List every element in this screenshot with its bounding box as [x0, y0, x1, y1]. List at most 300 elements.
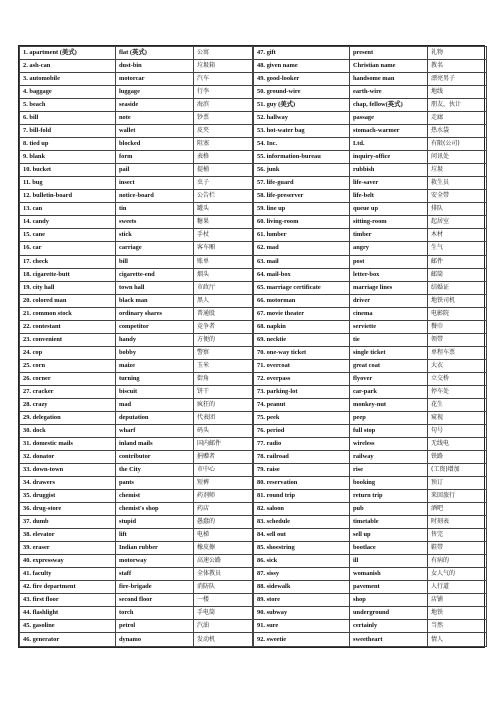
chinese-meaning-cell: 发动机 [194, 633, 253, 647]
british-term-cell: bill [116, 255, 194, 268]
american-term-cell: 42. fire department [20, 581, 116, 594]
table-row [254, 581, 487, 594]
british-term-cell: stick [116, 229, 194, 242]
american-term-cell: 62. mad [254, 242, 350, 255]
british-term-cell: Indian rubber [116, 542, 194, 555]
chinese-meaning-cell: 钞票 [194, 112, 253, 125]
table-row [20, 333, 253, 346]
chinese-meaning-cell: 一楼 [194, 594, 253, 607]
chinese-meaning-cell: 汽车 [194, 73, 253, 86]
british-term-cell: dynamo [116, 633, 194, 647]
chinese-meaning-cell: 结婚证 [428, 281, 487, 294]
british-term-cell: pail [116, 164, 194, 177]
table-row [20, 60, 253, 73]
table-row [254, 86, 487, 99]
british-term-cell: seaside [116, 99, 194, 112]
chinese-meaning-cell: 市政厅 [194, 281, 253, 294]
american-term-cell: 39. eraser [20, 542, 116, 555]
table-row [20, 112, 253, 125]
british-term-cell: return trip [350, 490, 428, 503]
british-term-cell: tin [116, 203, 194, 216]
table-row [254, 138, 487, 151]
table-row [20, 307, 253, 320]
british-term-cell: pants [116, 477, 194, 490]
chinese-meaning-cell: 有限(公司) [428, 138, 487, 151]
american-term-cell: 53. hot-water bag [254, 125, 350, 138]
british-term-cell: insect [116, 177, 194, 190]
chinese-meaning-cell: 当然 [428, 620, 487, 633]
american-term-cell: 20. colored man [20, 294, 116, 307]
british-term-cell: luggage [116, 86, 194, 99]
chinese-meaning-cell: 电影院 [428, 307, 487, 320]
table-row [254, 73, 487, 86]
chinese-meaning-cell: 店铺 [428, 594, 487, 607]
american-term-cell: 80. reservation [254, 477, 350, 490]
british-term-cell: maize [116, 359, 194, 372]
table-row [20, 320, 253, 333]
american-term-cell: 13. can [20, 203, 116, 216]
british-term-cell: competitor [116, 320, 194, 333]
table-row [20, 398, 253, 411]
table-row [20, 516, 253, 529]
table-row [20, 542, 253, 555]
chinese-meaning-cell: 黑人 [194, 294, 253, 307]
british-term-cell: certainly [350, 620, 428, 633]
chinese-meaning-cell: 阻塞 [194, 138, 253, 151]
chinese-meaning-cell: 来回旅行 [428, 490, 487, 503]
british-term-cell: stupid [116, 516, 194, 529]
american-term-cell: 14. candy [20, 216, 116, 229]
american-term-cell: 89. store [254, 594, 350, 607]
british-term-cell: shop [350, 594, 428, 607]
chinese-meaning-cell: 码头 [194, 424, 253, 437]
table-row [254, 607, 487, 620]
chinese-meaning-cell: 街角 [194, 372, 253, 385]
chinese-meaning-cell: 方便的 [194, 333, 253, 346]
american-term-cell: 87. sissy [254, 568, 350, 581]
american-term-cell: 47. gift [254, 47, 350, 60]
british-term-cell: timber [350, 229, 428, 242]
table-row [254, 477, 487, 490]
british-term-cell: rise [350, 464, 428, 477]
table-row [254, 268, 487, 281]
american-term-cell: 17. check [20, 255, 116, 268]
chinese-meaning-cell: 国内邮件 [194, 437, 253, 450]
american-term-cell: 8. tied up [20, 138, 116, 151]
chinese-meaning-cell: 热水袋 [428, 125, 487, 138]
british-term-cell: wharf [116, 424, 194, 437]
chinese-meaning-cell: 橡皮擦 [194, 542, 253, 555]
american-term-cell: 65. marriage certificate [254, 281, 350, 294]
table-row [254, 255, 487, 268]
british-term-cell: rubbish [350, 164, 428, 177]
american-term-cell: 92. sweetie [254, 633, 350, 647]
table-row [254, 372, 487, 385]
american-term-cell: 58. life-preserver [254, 190, 350, 203]
table-row [254, 294, 487, 307]
british-term-cell: second floor [116, 594, 194, 607]
chinese-meaning-cell: (工资)增加 [428, 464, 487, 477]
chinese-meaning-cell: 手电筒 [194, 607, 253, 620]
chinese-meaning-cell: 药剂师 [194, 490, 253, 503]
british-term-cell: dust-bin [116, 60, 194, 73]
british-term-cell: pub [350, 503, 428, 516]
american-term-cell: 33. down-town [20, 464, 116, 477]
british-term-cell: note [116, 112, 194, 125]
american-term-cell: 36. drug-store [20, 503, 116, 516]
british-term-cell: inquiry-office [350, 151, 428, 164]
chinese-meaning-cell: 花生 [428, 398, 487, 411]
table-row [20, 620, 253, 633]
british-term-cell: passage [350, 112, 428, 125]
british-term-cell: biscuit [116, 385, 194, 398]
table-row [254, 555, 487, 568]
british-term-cell: peep [350, 411, 428, 424]
chinese-meaning-cell: 药店 [194, 503, 253, 516]
american-term-cell: 37. dumb [20, 516, 116, 529]
chinese-meaning-cell: 生气 [428, 242, 487, 255]
table-row [254, 633, 487, 647]
british-term-cell: queue up [350, 203, 428, 216]
chinese-meaning-cell: 海滨 [194, 99, 253, 112]
table-row [20, 73, 253, 86]
british-term-cell: the City [116, 464, 194, 477]
british-term-cell: handy [116, 333, 194, 346]
british-term-cell: flat (英式) [116, 47, 194, 60]
chinese-meaning-cell: 罐头 [194, 203, 253, 216]
chinese-meaning-cell: 走廊 [428, 112, 487, 125]
table-row [254, 503, 487, 516]
british-term-cell: underground [350, 607, 428, 620]
british-term-cell: sweetheart [350, 633, 428, 647]
chinese-meaning-cell: 安全带 [428, 190, 487, 203]
table-row [20, 555, 253, 568]
american-term-cell: 23. convenient [20, 333, 116, 346]
table-row [20, 385, 253, 398]
chinese-meaning-cell: 朋友，伙计 [428, 99, 487, 112]
table-row [254, 47, 487, 60]
chinese-meaning-cell: 普通股 [194, 307, 253, 320]
vocab-table-right-body [254, 47, 487, 647]
table-row [20, 437, 253, 450]
chinese-meaning-cell: 竞争者 [194, 320, 253, 333]
chinese-meaning-cell: 木材 [428, 229, 487, 242]
british-term-cell: chap, fellow(英式) [350, 99, 428, 112]
british-term-cell: blocked [116, 138, 194, 151]
british-term-cell: life-belt [350, 190, 428, 203]
british-term-cell: contributor [116, 450, 194, 463]
american-term-cell: 91. sure [254, 620, 350, 633]
chinese-meaning-cell: 糖果 [194, 216, 253, 229]
british-term-cell: ordinary shares [116, 307, 194, 320]
american-term-cell: 88. sidewalk [254, 581, 350, 594]
american-term-cell: 15. cane [20, 229, 116, 242]
british-term-cell: timetable [350, 516, 428, 529]
american-term-cell: 40. expressway [20, 555, 116, 568]
british-term-cell: handsome man [350, 73, 428, 86]
chinese-meaning-cell: 烟头 [194, 268, 253, 281]
american-term-cell: 18. cigarette-butt [20, 268, 116, 281]
table-row [20, 529, 253, 542]
chinese-meaning-cell: 邮件 [428, 255, 487, 268]
american-term-cell: 49. good-looker [254, 73, 350, 86]
chinese-meaning-cell: 排队 [428, 203, 487, 216]
american-term-cell: 27. cracker [20, 385, 116, 398]
chinese-meaning-cell: 代表团 [194, 411, 253, 424]
table-row [254, 542, 487, 555]
american-term-cell: 54. Inc. [254, 138, 350, 151]
american-term-cell: 10. bucket [20, 164, 116, 177]
american-term-cell: 50. ground-wire [254, 86, 350, 99]
american-term-cell: 82. saloon [254, 503, 350, 516]
american-term-cell: 70. one-way ticket [254, 346, 350, 359]
british-term-cell: womanish [350, 568, 428, 581]
chinese-meaning-cell: 窥视 [428, 411, 487, 424]
table-row [20, 86, 253, 99]
chinese-meaning-cell: 女人气的 [428, 568, 487, 581]
british-term-cell: chemist's shop [116, 503, 194, 516]
american-term-cell: 67. movie theater [254, 307, 350, 320]
chinese-meaning-cell: 皮夹 [194, 125, 253, 138]
chinese-meaning-cell: 地铁司机 [428, 294, 487, 307]
table-row [20, 125, 253, 138]
american-term-cell: 16. car [20, 242, 116, 255]
british-term-cell: life-saver [350, 177, 428, 190]
british-term-cell: driver [350, 294, 428, 307]
british-term-cell: Ltd. [350, 138, 428, 151]
american-term-cell: 73. parking-lot [254, 385, 350, 398]
american-term-cell: 90. subway [254, 607, 350, 620]
chinese-meaning-cell: 捐赠者 [194, 450, 253, 463]
chinese-meaning-cell: 无线电 [428, 437, 487, 450]
british-term-cell: motorcar [116, 73, 194, 86]
american-term-cell: 11. bug [20, 177, 116, 190]
american-term-cell: 38. elevator [20, 529, 116, 542]
british-term-cell: monkey-nut [350, 398, 428, 411]
american-term-cell: 28. crazy [20, 398, 116, 411]
table-row [20, 359, 253, 372]
british-term-cell: lift [116, 529, 194, 542]
british-term-cell: Christian name [350, 60, 428, 73]
table-row [20, 594, 253, 607]
chinese-meaning-cell: 公告栏 [194, 190, 253, 203]
british-term-cell: great coat [350, 359, 428, 372]
table-row [254, 450, 487, 463]
american-term-cell: 57. life-guard [254, 177, 350, 190]
british-term-cell: cigarette-end [116, 268, 194, 281]
table-row [20, 424, 253, 437]
table-row [20, 151, 253, 164]
table-row [254, 411, 487, 424]
table-row [20, 229, 253, 242]
american-term-cell: 79. raise [254, 464, 350, 477]
chinese-meaning-cell: 售完 [428, 529, 487, 542]
british-term-cell: sell up [350, 529, 428, 542]
table-row [254, 516, 487, 529]
chinese-meaning-cell: 邮筒 [428, 268, 487, 281]
chinese-meaning-cell: 玉米 [194, 359, 253, 372]
british-term-cell: angry [350, 242, 428, 255]
chinese-meaning-cell: 餐巾 [428, 320, 487, 333]
british-term-cell: chemist [116, 490, 194, 503]
british-term-cell: torch [116, 607, 194, 620]
british-term-cell: earth-wire [350, 86, 428, 99]
table-row [254, 620, 487, 633]
table-row [254, 60, 487, 73]
american-term-cell: 19. city hall [20, 281, 116, 294]
american-term-cell: 64. mail-box [254, 268, 350, 281]
british-term-cell: pavement [350, 581, 428, 594]
american-term-cell: 26. corner [20, 372, 116, 385]
table-row [20, 503, 253, 516]
vocab-table-left-body [20, 47, 253, 647]
american-term-cell: 56. junk [254, 164, 350, 177]
table-row [254, 385, 487, 398]
table-row [20, 47, 253, 60]
table-row [20, 164, 253, 177]
british-term-cell: flyover [350, 372, 428, 385]
american-term-cell: 34. drawers [20, 477, 116, 490]
chinese-meaning-cell: 公寓 [194, 47, 253, 60]
chinese-meaning-cell: 立交桥 [428, 372, 487, 385]
american-term-cell: 60. living-room [254, 216, 350, 229]
table-row [254, 490, 487, 503]
american-term-cell: 31. domestic mails [20, 437, 116, 450]
chinese-meaning-cell: 鞋带 [428, 542, 487, 555]
american-term-cell: 6. bill [20, 112, 116, 125]
american-term-cell: 81. round trip [254, 490, 350, 503]
table-row [254, 594, 487, 607]
table-row [254, 346, 487, 359]
american-term-cell: 77. radio [254, 437, 350, 450]
american-term-cell: 35. druggist [20, 490, 116, 503]
british-term-cell: bobby [116, 346, 194, 359]
chinese-meaning-cell: 汽油 [194, 620, 253, 633]
chinese-meaning-cell: 虫子 [194, 177, 253, 190]
american-term-cell: 41. faculty [20, 568, 116, 581]
british-term-cell: turning [116, 372, 194, 385]
british-term-cell: wallet [116, 125, 194, 138]
table-row [254, 242, 487, 255]
british-term-cell: present [350, 47, 428, 60]
british-term-cell: cinema [350, 307, 428, 320]
american-term-cell: 78. railroad [254, 450, 350, 463]
american-term-cell: 69. necktie [254, 333, 350, 346]
british-term-cell: bootlace [350, 542, 428, 555]
british-term-cell: railway [350, 450, 428, 463]
chinese-meaning-cell: 有病的 [428, 555, 487, 568]
chinese-meaning-cell: 酒吧 [428, 503, 487, 516]
vocab-table-right [253, 46, 487, 647]
chinese-meaning-cell: 疯狂的 [194, 398, 253, 411]
vocabulary-sheet [18, 45, 485, 648]
british-term-cell: fire-brigade [116, 581, 194, 594]
american-term-cell: 63. mail [254, 255, 350, 268]
table-row [254, 568, 487, 581]
table-row [254, 112, 487, 125]
american-term-cell: 1. apartment (美式) [20, 47, 116, 60]
table-row [20, 450, 253, 463]
chinese-meaning-cell: 行李 [194, 86, 253, 99]
american-term-cell: 51. guy (美式) [254, 99, 350, 112]
american-term-cell: 21. common stock [20, 307, 116, 320]
table-row [20, 177, 253, 190]
table-row [20, 99, 253, 112]
american-term-cell: 66. motorman [254, 294, 350, 307]
chinese-meaning-cell: 全体教员 [194, 568, 253, 581]
british-term-cell: wireless [350, 437, 428, 450]
table-row [20, 255, 253, 268]
table-row [20, 346, 253, 359]
chinese-meaning-cell: 问讯处 [428, 151, 487, 164]
chinese-meaning-cell: 客车厢 [194, 242, 253, 255]
chinese-meaning-cell: 人行道 [428, 581, 487, 594]
chinese-meaning-cell: 礼物 [428, 47, 487, 60]
american-term-cell: 7. bill-fold [20, 125, 116, 138]
british-term-cell: mad [116, 398, 194, 411]
american-term-cell: 44. flashlight [20, 607, 116, 620]
chinese-meaning-cell: 表格 [194, 151, 253, 164]
british-term-cell: serviette [350, 320, 428, 333]
table-row [254, 190, 487, 203]
british-term-cell: tie [350, 333, 428, 346]
british-term-cell: carriage [116, 242, 194, 255]
american-term-cell: 85. shoestring [254, 542, 350, 555]
american-term-cell: 86. sick [254, 555, 350, 568]
american-term-cell: 4. baggage [20, 86, 116, 99]
british-term-cell: notice-board [116, 190, 194, 203]
chinese-meaning-cell: 教名 [428, 60, 487, 73]
table-row [254, 307, 487, 320]
table-row [254, 437, 487, 450]
chinese-meaning-cell: 地线 [428, 86, 487, 99]
chinese-meaning-cell: 账单 [194, 255, 253, 268]
british-term-cell: post [350, 255, 428, 268]
american-term-cell: 46. generator [20, 633, 116, 647]
american-term-cell: 30. dock [20, 424, 116, 437]
chinese-meaning-cell: 短裤 [194, 477, 253, 490]
table-row [254, 99, 487, 112]
table-row [20, 281, 253, 294]
chinese-meaning-cell: 饼干 [194, 385, 253, 398]
chinese-meaning-cell: 警察 [194, 346, 253, 359]
british-term-cell: petrol [116, 620, 194, 633]
table-row [254, 229, 487, 242]
table-row [254, 281, 487, 294]
chinese-meaning-cell: 情人 [428, 633, 487, 647]
chinese-meaning-cell: 手杖 [194, 229, 253, 242]
chinese-meaning-cell: 救生员 [428, 177, 487, 190]
chinese-meaning-cell: 单程车票 [428, 346, 487, 359]
table-row [254, 125, 487, 138]
table-row [254, 464, 487, 477]
british-term-cell: sitting-room [350, 216, 428, 229]
chinese-meaning-cell: 垃圾箱 [194, 60, 253, 73]
british-term-cell: sweets [116, 216, 194, 229]
chinese-meaning-cell: 大衣 [428, 359, 487, 372]
british-term-cell: inland mails [116, 437, 194, 450]
table-row [254, 424, 487, 437]
chinese-meaning-cell: 提桶 [194, 164, 253, 177]
american-term-cell: 25. corn [20, 359, 116, 372]
american-term-cell: 71. overcoat [254, 359, 350, 372]
british-term-cell: stomach-warmer [350, 125, 428, 138]
table-row [254, 203, 487, 216]
chinese-meaning-cell: 领带 [428, 333, 487, 346]
table-row [254, 398, 487, 411]
table-row [20, 190, 253, 203]
british-term-cell: motorway [116, 555, 194, 568]
